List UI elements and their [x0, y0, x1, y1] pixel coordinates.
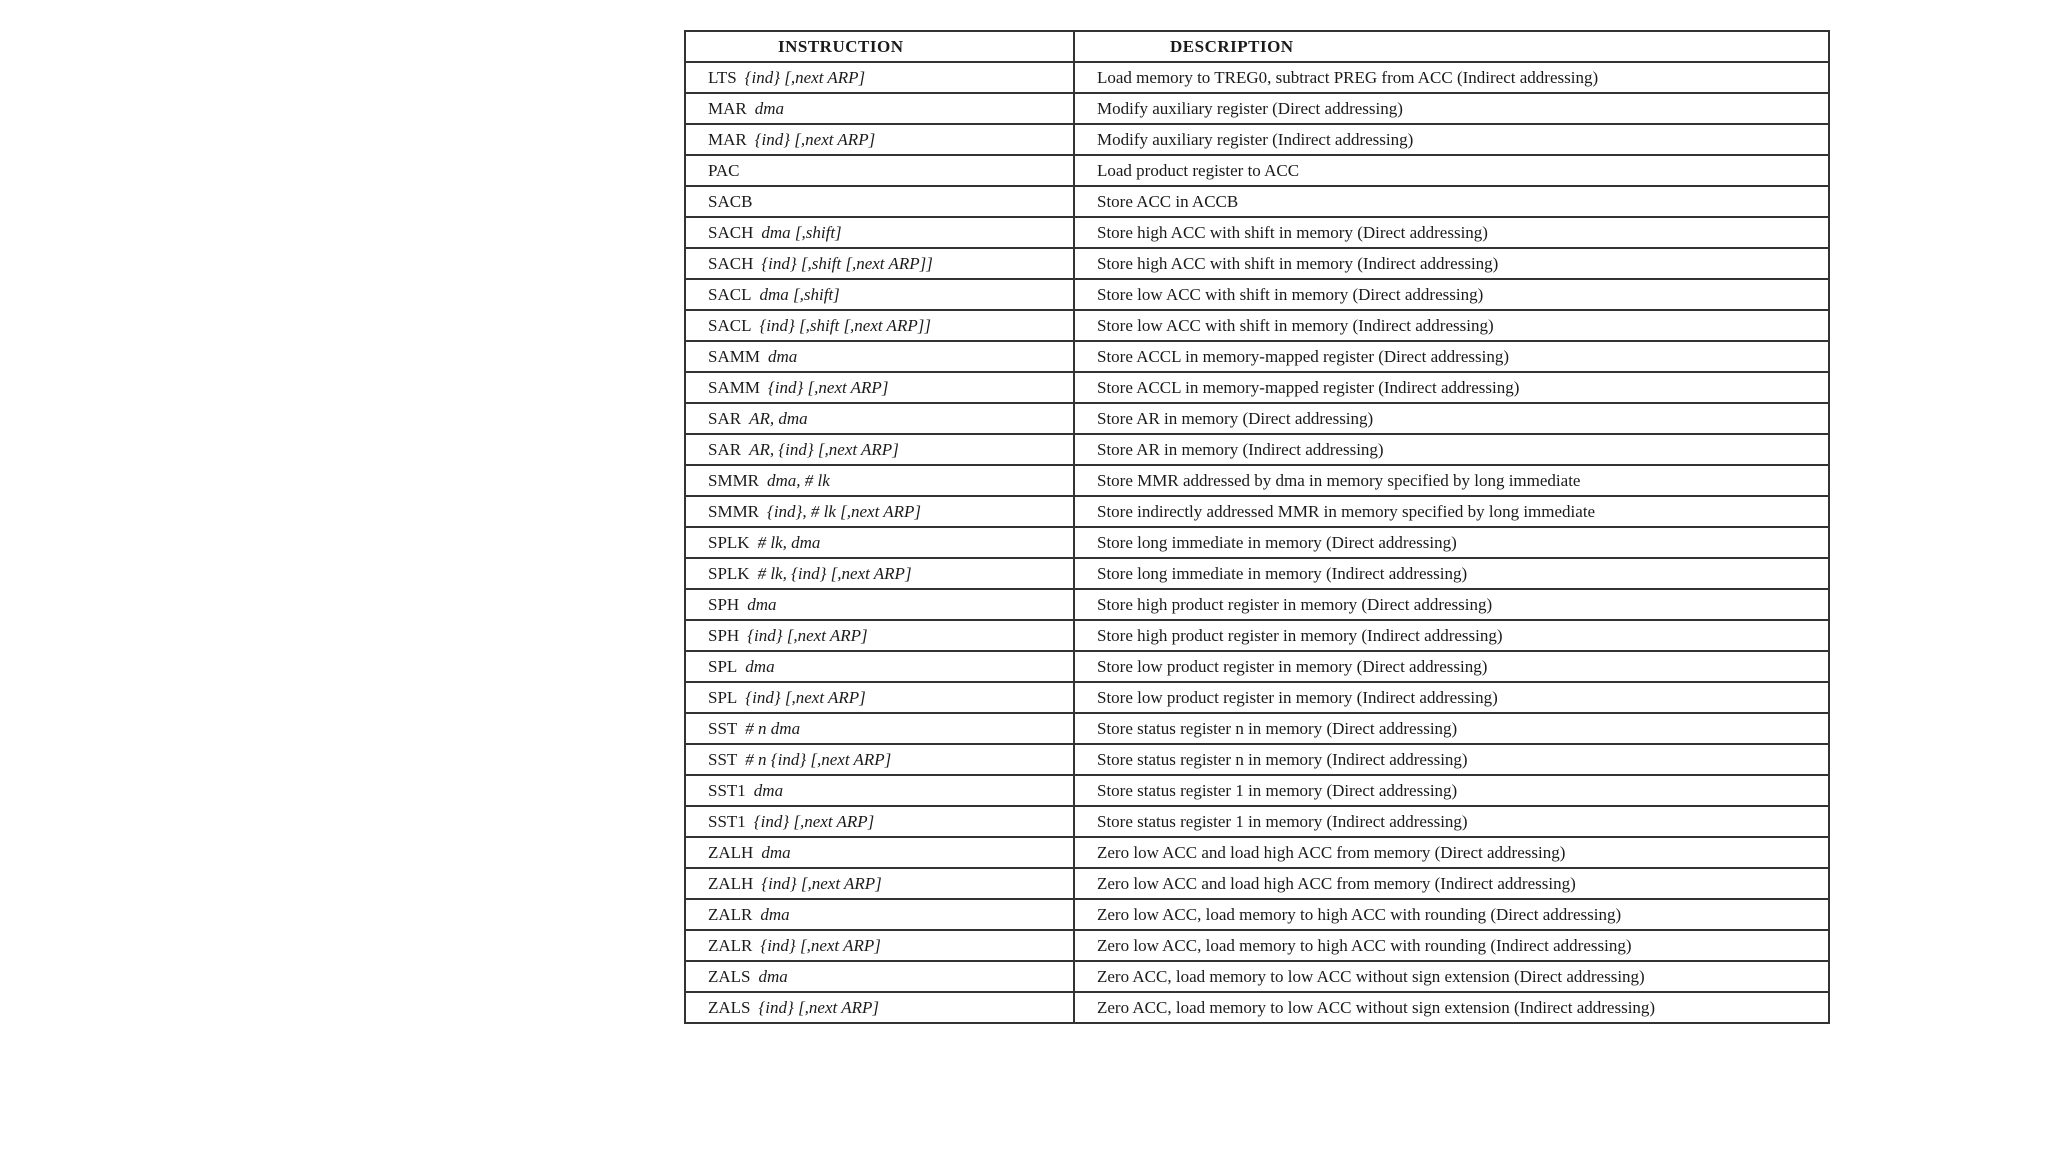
description-cell: Modify auxiliary register (Indirect addressing)	[1074, 124, 1829, 155]
table-row	[685, 961, 1829, 992]
instruction-operands: dma, # lk	[767, 471, 830, 490]
instruction-mnemonic: SACH	[708, 223, 754, 242]
instruction-cell	[685, 589, 1074, 620]
instruction-mnemonic: PAC	[708, 161, 740, 180]
table-row	[685, 372, 1829, 403]
table-row	[685, 868, 1829, 899]
instruction-mnemonic: SAMM	[708, 347, 760, 366]
instruction-operands: dma	[767, 347, 798, 366]
instruction-cell	[685, 155, 1074, 186]
description-cell: Store ACCL in memory-mapped register (Direct addressing)	[1074, 341, 1829, 372]
description-cell: Zero low ACC, load memory to high ACC with rounding (Direct addressing)	[1074, 899, 1829, 930]
instruction-cell	[685, 217, 1074, 248]
description-cell: Store high ACC with shift in memory (Indirect addressing)	[1074, 248, 1829, 279]
description-cell: Store long immediate in memory (Indirect addressing)	[1074, 558, 1829, 589]
table-row	[685, 310, 1829, 341]
instruction-operands: dma	[753, 781, 784, 800]
instruction-operands: # n {ind} [,next ARP]	[745, 750, 892, 769]
table-row	[685, 837, 1829, 868]
table-row	[685, 682, 1829, 713]
instruction-mnemonic: ZALS	[708, 998, 751, 1017]
table-row	[685, 341, 1829, 372]
instruction-operands: AR, dma	[749, 409, 808, 428]
instruction-cell	[685, 279, 1074, 310]
table-row	[685, 775, 1829, 806]
instruction-operands: # lk, dma	[757, 533, 821, 552]
instruction-cell	[685, 992, 1074, 1023]
description-cell: Store high product register in memory (Indirect addressing)	[1074, 620, 1829, 651]
instruction-mnemonic: SACB	[708, 192, 753, 211]
instruction-mnemonic: ZALH	[708, 874, 754, 893]
description-cell: Store ACCL in memory-mapped register (Indirect addressing)	[1074, 372, 1829, 403]
description-cell: Store status register n in memory (Direct addressing)	[1074, 713, 1829, 744]
table-row	[685, 155, 1829, 186]
instruction-operands: {ind} [,next ARP]	[744, 68, 866, 87]
instruction-cell	[685, 310, 1074, 341]
instruction-cell	[685, 682, 1074, 713]
instruction-mnemonic: SAR	[708, 440, 742, 459]
instruction-cell	[685, 837, 1074, 868]
instruction-cell	[685, 620, 1074, 651]
instruction-mnemonic: ZALS	[708, 967, 751, 986]
instruction-operands: dma	[754, 99, 785, 118]
instruction-mnemonic: SPL	[708, 688, 738, 707]
description-cell: Store AR in memory (Indirect addressing)	[1074, 434, 1829, 465]
instruction-operands: {ind} [,next ARP]	[747, 626, 868, 645]
instruction-cell	[685, 775, 1074, 806]
instruction-cell	[685, 527, 1074, 558]
description-cell: Zero low ACC and load high ACC from memory (Direct addressing)	[1074, 837, 1829, 868]
table-row	[685, 186, 1829, 217]
instruction-cell	[685, 93, 1074, 124]
instruction-mnemonic: ZALR	[708, 905, 753, 924]
instruction-operands: {ind} [,shift [,next ARP]]	[761, 254, 933, 273]
instruction-mnemonic: ZALR	[708, 936, 753, 955]
table-row	[685, 279, 1829, 310]
instruction-cell	[685, 341, 1074, 372]
instruction-operands: dma	[747, 595, 777, 614]
table-row	[685, 434, 1829, 465]
table-row	[685, 217, 1829, 248]
instruction-operands: {ind} [,next ARP]	[745, 688, 866, 707]
instruction-operands: {ind} [,shift [,next ARP]]	[759, 316, 931, 335]
table-row	[685, 744, 1829, 775]
instruction-operands: dma	[760, 905, 790, 924]
description-cell: Store status register n in memory (Indirect addressing)	[1074, 744, 1829, 775]
instruction-cell	[685, 651, 1074, 682]
table-row	[685, 403, 1829, 434]
instruction-mnemonic: SPLK	[708, 564, 750, 583]
table-row	[685, 93, 1829, 124]
instruction-cell	[685, 558, 1074, 589]
description-cell: Store high product register in memory (Direct addressing)	[1074, 589, 1829, 620]
description-cell: Zero low ACC and load high ACC from memory (Indirect addressing)	[1074, 868, 1829, 899]
instruction-mnemonic: SAR	[708, 409, 742, 428]
instruction-operands: {ind} [,next ARP]	[761, 874, 882, 893]
table-header-row	[685, 31, 1829, 62]
instruction-cell	[685, 713, 1074, 744]
description-cell: Store indirectly addressed MMR in memory specified by long immediate	[1074, 496, 1829, 527]
table-row	[685, 124, 1829, 155]
instruction-header: INSTRUCTION	[685, 31, 1074, 62]
instruction-operands: {ind} [,next ARP]	[754, 130, 876, 149]
instruction-mnemonic: SMMR	[708, 471, 760, 490]
instruction-mnemonic: SST1	[708, 812, 746, 831]
instruction-mnemonic: SACH	[708, 254, 754, 273]
instruction-operands: dma [,shift]	[759, 285, 840, 304]
description-cell: Store long immediate in memory (Direct addressing)	[1074, 527, 1829, 558]
instruction-operands: dma [,shift]	[761, 223, 842, 242]
description-cell: Store low ACC with shift in memory (Indirect addressing)	[1074, 310, 1829, 341]
table-row	[685, 527, 1829, 558]
table-row	[685, 465, 1829, 496]
description-cell: Zero low ACC, load memory to high ACC with rounding (Indirect addressing)	[1074, 930, 1829, 961]
description-cell: Zero ACC, load memory to low ACC without sign extension (Direct addressing)	[1074, 961, 1829, 992]
instruction-operands: {ind}, # lk [,next ARP]	[767, 502, 922, 521]
description-cell: Store high ACC with shift in memory (Direct addressing)	[1074, 217, 1829, 248]
instruction-operands: {ind} [,next ARP]	[758, 998, 879, 1017]
instruction-table	[684, 30, 1830, 1024]
table-row	[685, 248, 1829, 279]
instruction-mnemonic: SACL	[708, 316, 752, 335]
instruction-mnemonic: MAR	[708, 130, 747, 149]
table-row	[685, 496, 1829, 527]
instruction-operands: {ind} [,next ARP]	[753, 812, 875, 831]
instruction-mnemonic: LTS	[708, 68, 737, 87]
instruction-cell	[685, 403, 1074, 434]
instruction-mnemonic: SPLK	[708, 533, 750, 552]
instruction-mnemonic: SST1	[708, 781, 746, 800]
table-row	[685, 558, 1829, 589]
table-row	[685, 930, 1829, 961]
table-row	[685, 620, 1829, 651]
description-header: DESCRIPTION	[1074, 31, 1829, 62]
description-cell: Store low product register in memory (Direct addressing)	[1074, 651, 1829, 682]
instruction-mnemonic: ZALH	[708, 843, 754, 862]
instruction-operands: dma	[758, 967, 788, 986]
description-cell: Load memory to TREG0, subtract PREG from ACC (Indirect addressing)	[1074, 62, 1829, 93]
description-cell: Store status register 1 in memory (Direct addressing)	[1074, 775, 1829, 806]
table-row	[685, 713, 1829, 744]
instruction-mnemonic: SACL	[708, 285, 752, 304]
description-cell: Store ACC in ACCB	[1074, 186, 1829, 217]
instruction-operands: # lk, {ind} [,next ARP]	[757, 564, 912, 583]
instruction-cell	[685, 62, 1074, 93]
table-body	[685, 62, 1829, 1023]
instruction-cell	[685, 961, 1074, 992]
description-cell: Load product register to ACC	[1074, 155, 1829, 186]
instruction-operands: {ind} [,next ARP]	[767, 378, 889, 397]
instruction-cell	[685, 496, 1074, 527]
instruction-mnemonic: SPH	[708, 626, 740, 645]
instruction-mnemonic: SMMR	[708, 502, 760, 521]
instruction-cell	[685, 124, 1074, 155]
instruction-cell	[685, 868, 1074, 899]
table-row	[685, 899, 1829, 930]
table-row	[685, 992, 1829, 1023]
description-cell: Store AR in memory (Direct addressing)	[1074, 403, 1829, 434]
description-cell: Store low product register in memory (Indirect addressing)	[1074, 682, 1829, 713]
instruction-mnemonic: SST	[708, 719, 738, 738]
instruction-operands: dma	[761, 843, 791, 862]
instruction-cell	[685, 744, 1074, 775]
instruction-cell	[685, 372, 1074, 403]
instruction-cell	[685, 930, 1074, 961]
instruction-mnemonic: SST	[708, 750, 738, 769]
instruction-mnemonic: MAR	[708, 99, 747, 118]
instruction-cell	[685, 186, 1074, 217]
instruction-operands: {ind} [,next ARP]	[760, 936, 881, 955]
description-cell: Store MMR addressed by dma in memory specified by long immediate	[1074, 465, 1829, 496]
instruction-operands: # n dma	[745, 719, 801, 738]
instruction-mnemonic: SPL	[708, 657, 738, 676]
instruction-cell	[685, 248, 1074, 279]
instruction-mnemonic: SAMM	[708, 378, 760, 397]
description-cell: Store status register 1 in memory (Indirect addressing)	[1074, 806, 1829, 837]
instruction-operands: dma	[745, 657, 775, 676]
instruction-cell	[685, 465, 1074, 496]
instruction-cell	[685, 806, 1074, 837]
instruction-operands: AR, {ind} [,next ARP]	[749, 440, 899, 459]
table-row	[685, 806, 1829, 837]
description-cell: Zero ACC, load memory to low ACC without sign extension (Indirect addressing)	[1074, 992, 1829, 1023]
table-row	[685, 651, 1829, 682]
instruction-cell	[685, 434, 1074, 465]
description-cell: Modify auxiliary register (Direct addressing)	[1074, 93, 1829, 124]
instruction-cell	[685, 899, 1074, 930]
instruction-mnemonic: SPH	[708, 595, 740, 614]
table-row	[685, 62, 1829, 93]
description-cell: Store low ACC with shift in memory (Direct addressing)	[1074, 279, 1829, 310]
table-row	[685, 589, 1829, 620]
